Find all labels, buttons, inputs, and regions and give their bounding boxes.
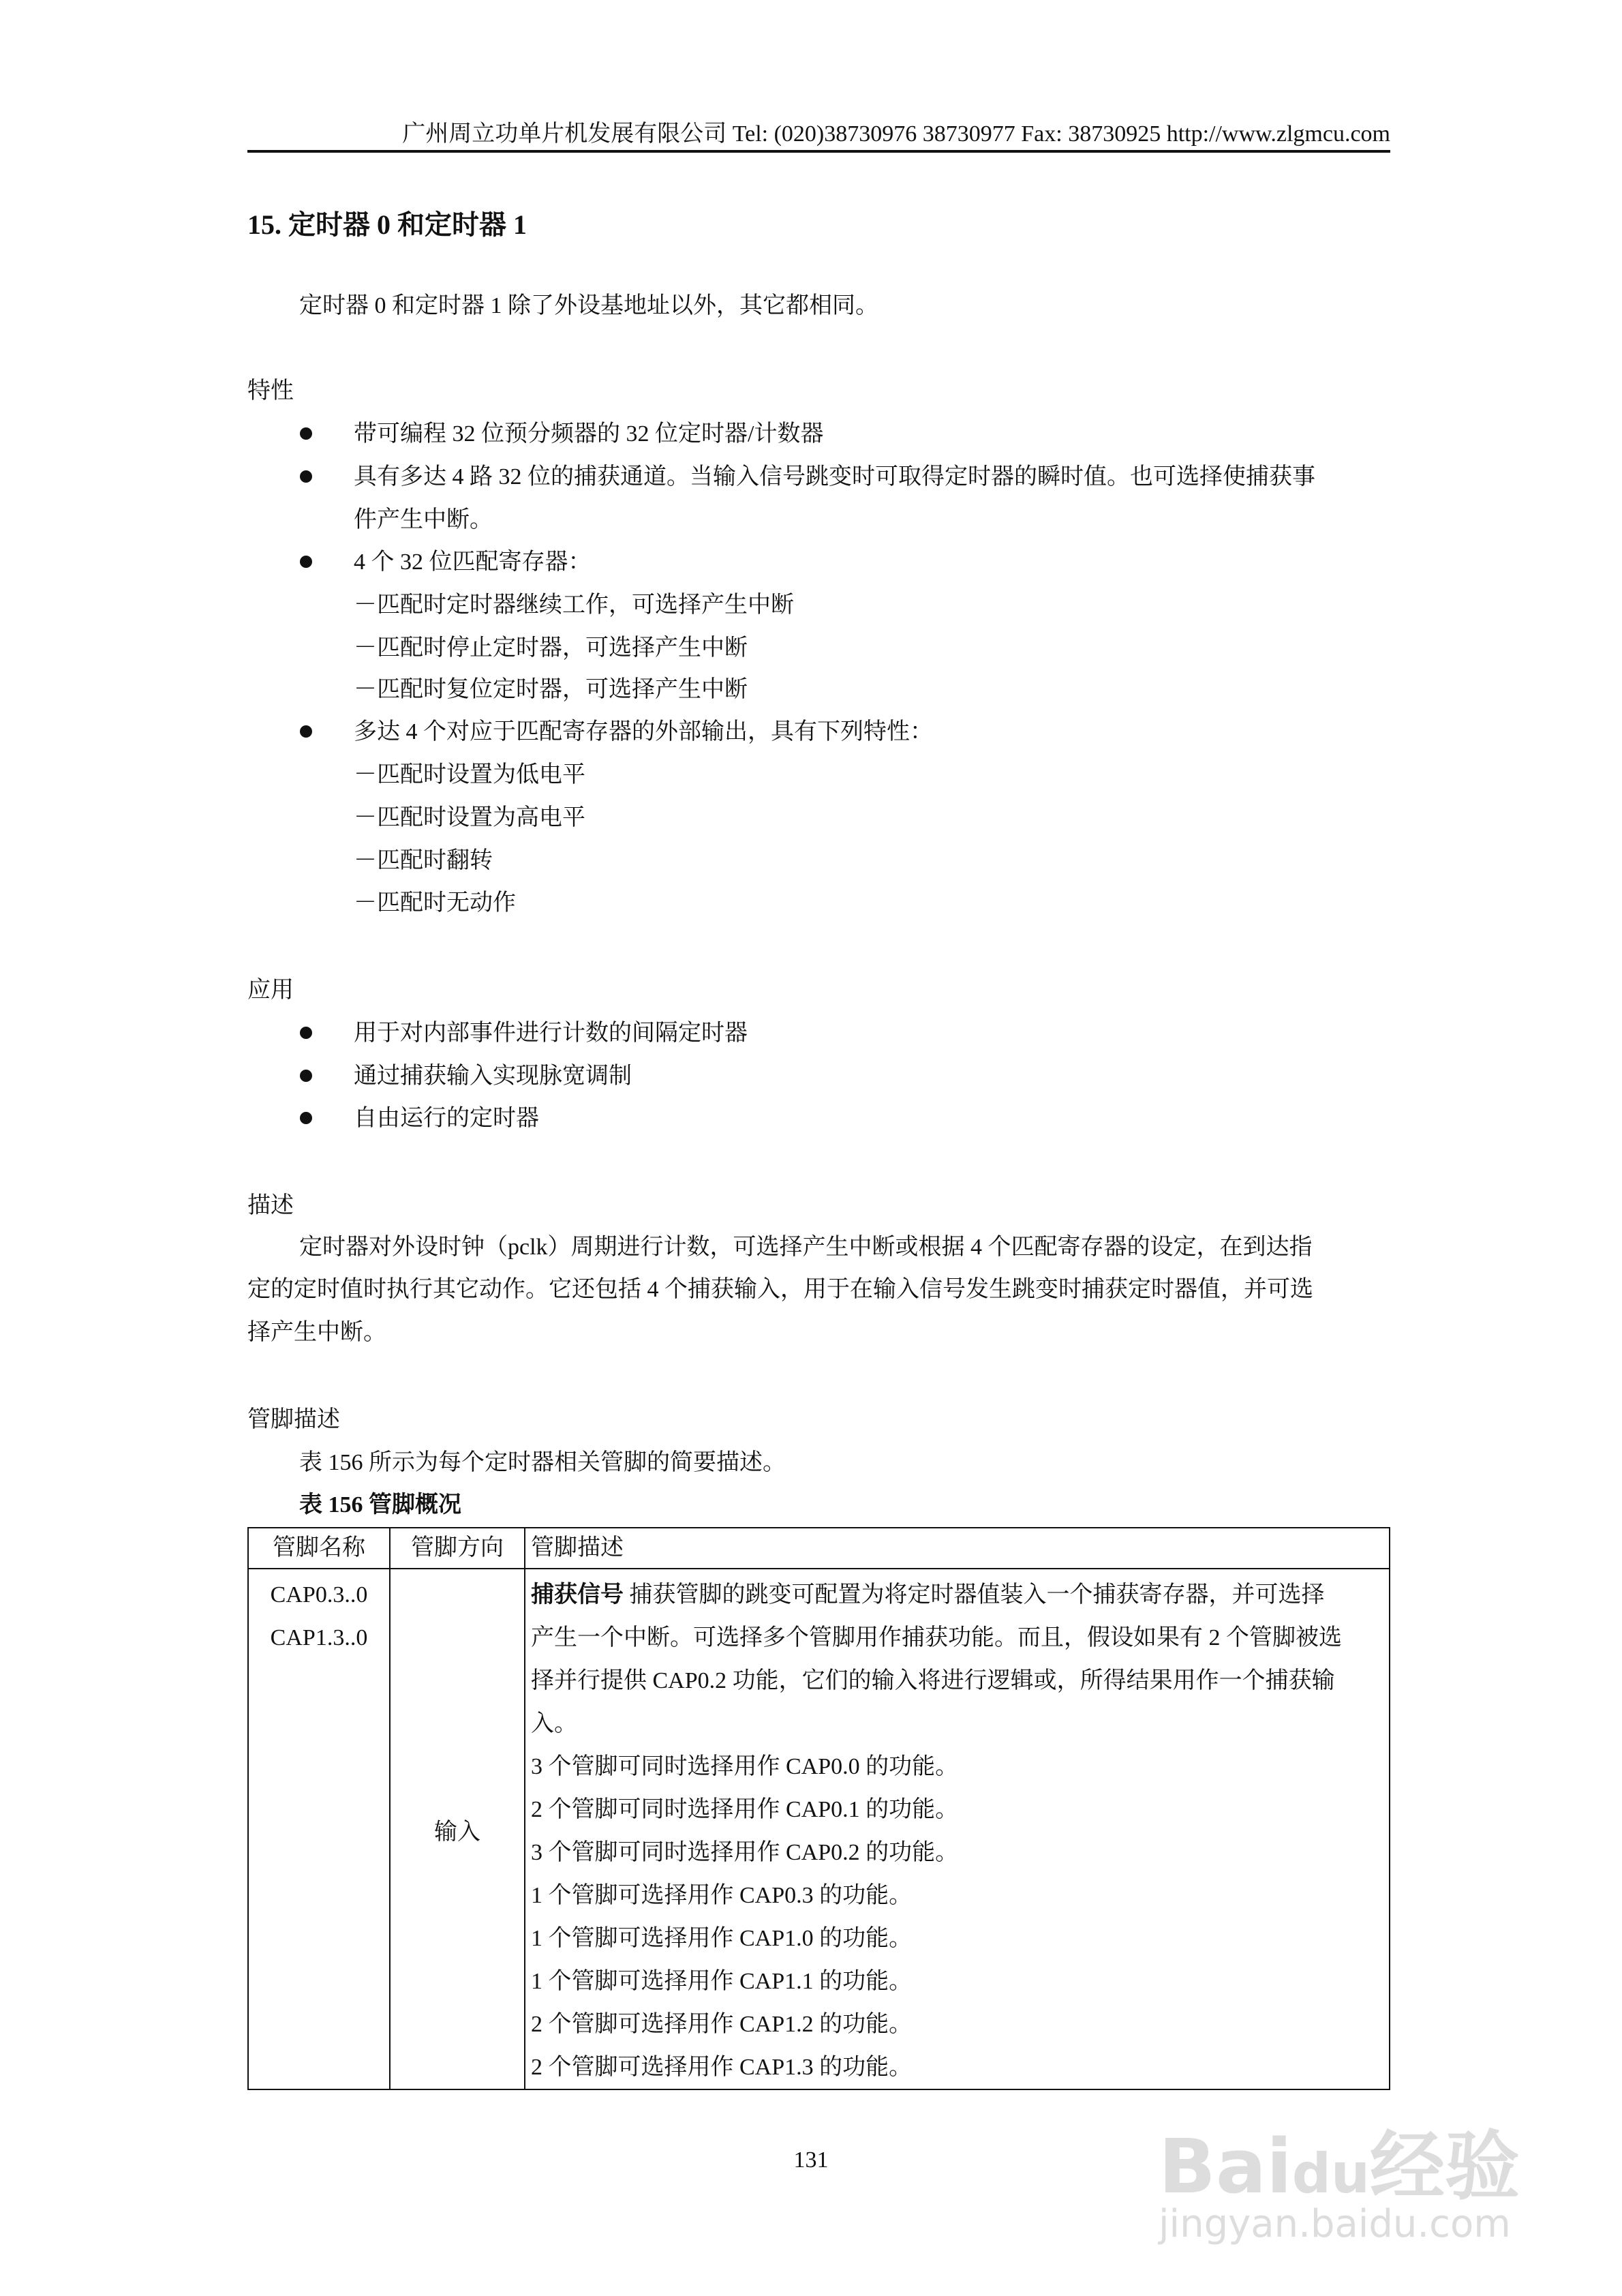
page-header: 广州周立功单片机发展有限公司 Tel: (020)38730976 38730977 Fax: 38730925 http://www.zlgmcu.com [402,121,1390,147]
description-line: 入。 [531,1711,577,1736]
pins-heading: 管脚描述 [247,1407,340,1432]
pin-description-cell [525,1569,1390,2089]
feature-item: －匹配时翻转 [354,848,493,873]
description-line: 3 个管脚可同时选择用作 CAP0.2 的功能。 [531,1840,959,1865]
description-line: 产生一个中断。可选择多个管脚用作捕获功能。而且，假设如果有 2 个管脚被选 [531,1625,1342,1650]
description-line: 定时器对外设时钟（pclk）周期进行计数，可选择产生中断或根据 4 个匹配寄存器的设定，在到达指 [299,1235,1313,1260]
bullet-icon [300,725,312,738]
feature-item: 带可编程 32 位预分频器的 32 位定时器/计数器 [354,421,824,447]
header-rule [247,150,1390,153]
column-header: 管脚名称 [248,1528,390,1569]
feature-item: 具有多达 4 路 32 位的捕获通道。当输入信号跳变时可取得定时器的瞬时值。也可选择使捕获事 [354,464,1315,489]
application-item: 自由运行的定时器 [354,1106,539,1131]
table-caption: 表 156 管脚概况 [299,1492,461,1517]
description-label: 捕获信号 [531,1582,624,1607]
pin-name: CAP1.3..0 [270,1625,368,1650]
description-heading: 描述 [247,1193,294,1218]
table-header-row [248,1528,1390,1569]
bullet-icon [300,427,312,440]
feature-item: 多达 4 个对应于匹配寄存器的外部输出，具有下列特性： [354,719,933,744]
watermark-url: jingyan.baidu.com [1159,2202,1511,2246]
description-line: 择并行提供 CAP0.2 功能，它们的输入将进行逻辑或，所得结果用作一个捕获输 [531,1668,1335,1693]
bullet-icon [300,1070,312,1082]
bullet-icon [300,1112,312,1124]
column-header: 管脚方向 [390,1528,525,1569]
section-title: 15. 定时器 0 和定时器 1 [247,209,527,240]
description-line: 3 个管脚可同时选择用作 CAP0.0 的功能。 [531,1754,959,1779]
pin-name: CAP0.3..0 [270,1582,368,1607]
description-line: 2 个管脚可同时选择用作 CAP0.1 的功能。 [531,1797,959,1822]
description-text: 捕获管脚的跳变可配置为将定时器值装入一个捕获寄存器，并可选择 [624,1582,1325,1607]
feature-item: 件产生中断。 [354,507,493,532]
feature-item: －匹配时复位定时器，可选择产生中断 [354,677,748,702]
pin-direction: 输入 [390,1569,525,2089]
description-line: 择产生中断。 [247,1320,386,1345]
feature-item: －匹配时定时器继续工作，可选择产生中断 [354,592,794,618]
applications-heading: 应用 [247,978,294,1003]
pin-name-cell [248,1569,390,2089]
feature-item: －匹配时停止定时器，可选择产生中断 [354,635,748,661]
column-header: 管脚描述 [525,1528,1390,1569]
pin-table [247,1527,1390,2090]
feature-item: 4 个 32 位匹配寄存器： [354,549,592,575]
intro-text: 定时器 0 和定时器 1 除了外设基地址以外，其它都相同。 [299,293,878,318]
description-line: 2 个管脚可选择用作 CAP1.2 的功能。 [531,2012,913,2037]
feature-item: －匹配时设置为低电平 [354,762,585,787]
bullet-icon [300,1027,312,1039]
description-line: 1 个管脚可选择用作 CAP1.0 的功能。 [531,1926,913,1951]
page-number: 131 [793,2147,829,2173]
description-line: 1 个管脚可选择用作 CAP0.3 的功能。 [531,1883,913,1908]
description-line [531,1573,1383,1616]
description-line: 2 个管脚可选择用作 CAP1.3 的功能。 [531,2055,913,2080]
baidu-watermark-logo: Baidu经验 [1159,2123,1520,2210]
bullet-icon [300,470,312,483]
description-line: 定的定时值时执行其它动作。它还包括 4 个捕获输入，用于在输入信号发生跳变时捕获定时器值，并可选 [247,1277,1313,1302]
pins-intro: 表 156 所示为每个定时器相关管脚的简要描述。 [299,1450,786,1475]
feature-item: －匹配时设置为高电平 [354,805,585,830]
bullet-icon [300,556,312,568]
features-heading: 特性 [247,378,294,404]
application-item: 通过捕获输入实现脉宽调制 [354,1063,632,1089]
table-row [248,1569,1390,2089]
feature-item: －匹配时无动作 [354,890,516,916]
description-line: 1 个管脚可选择用作 CAP1.1 的功能。 [531,1969,913,1994]
application-item: 用于对内部事件进行计数的间隔定时器 [354,1021,748,1046]
